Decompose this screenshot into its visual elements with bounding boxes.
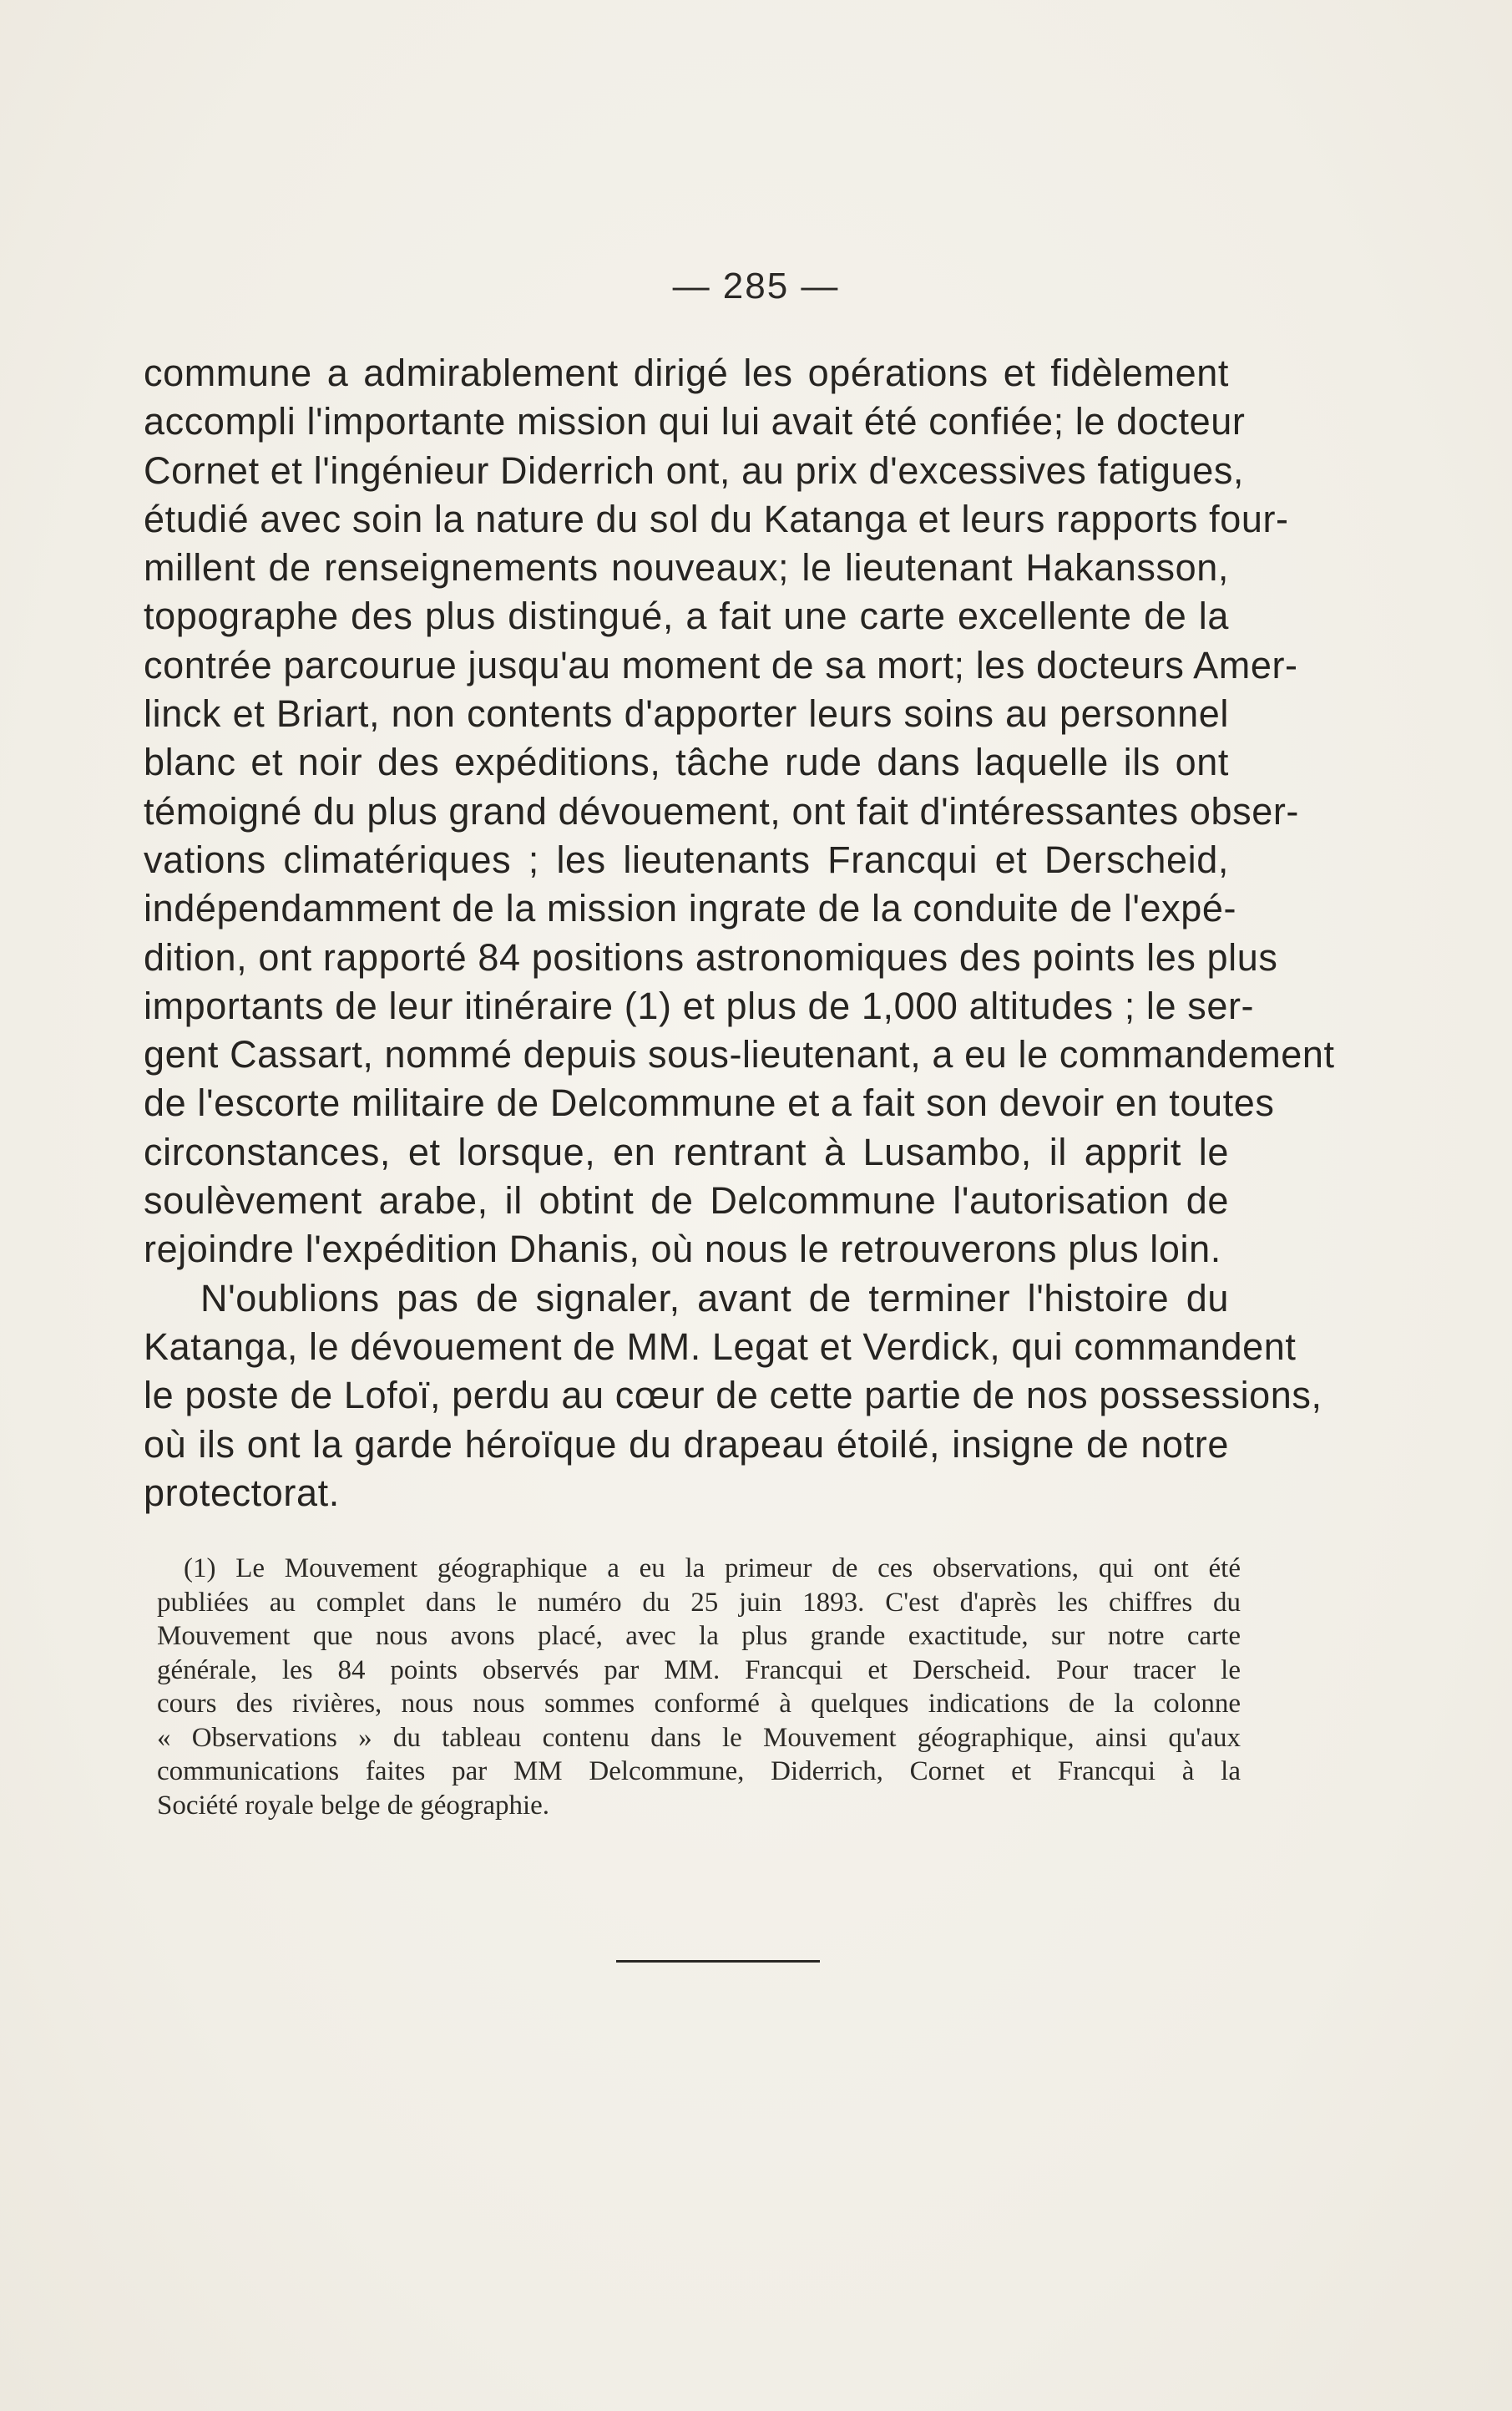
body-line: indépendamment de la mission ingrate de la conduite de l'expé- <box>144 887 1237 930</box>
body-line: Cornet et l'ingénieur Diderrich ont, au prix d'excessives fatigues, <box>144 448 1245 492</box>
footnote-line: communications faites par MM Delcommune, Diderrich, Cornet et Francqui à la <box>157 1756 1241 1786</box>
footnote-line: cours des rivières, nous nous sommes conformé à quelques indications de la colonne <box>157 1689 1241 1719</box>
body-line: millent de renseignements nouveaux; le lieutenant Hakansson, <box>144 546 1229 590</box>
footnote-line: Société royale belge de géographie. <box>157 1790 550 1821</box>
body-line: où ils ont la garde héroïque du drapeau étoilé, insigne de notre <box>144 1422 1229 1466</box>
body-line: gent Cassart, nommé depuis sous-lieutenant, a eu le commandement <box>144 1033 1335 1076</box>
body-line: étudié avec soin la nature du sol du Katanga et leurs rapports four- <box>144 497 1289 540</box>
footnote-line: Mouvement que nous avons placé, avec la plus grande exactitude, sur notre carte <box>157 1621 1241 1651</box>
body-line: blanc et noir des expéditions, tâche rude dans laquelle ils ont <box>144 741 1229 784</box>
body-line: vations climatériques ; les lieutenants Francqui et Derscheid, <box>144 838 1229 881</box>
footnote-line: générale, les 84 points observés par MM. Francqui et Derscheid. Pour tracer le <box>157 1654 1241 1685</box>
body-line: dition, ont rapporté 84 positions astronomiques des points les plus <box>144 935 1278 979</box>
body-text <box>144 349 1335 1517</box>
body-line: topographe des plus distingué, a fait une carte excellente de la <box>144 595 1229 638</box>
body-line: circonstances, et lorsque, en rentrant à Lusambo, il apprit le <box>144 1130 1229 1173</box>
footnote <box>157 1552 1241 1822</box>
end-rule <box>616 1960 820 1963</box>
body-line: N'oublions pas de signaler, avant de terminer l'histoire du <box>200 1276 1229 1319</box>
body-line: rejoindre l'expédition Dhanis, où nous le retrouverons plus loin. <box>144 1228 1221 1271</box>
body-line: contrée parcourue jusqu'au moment de sa mort; les docteurs Amer- <box>144 643 1298 686</box>
footnote-line: (1) Le Mouvement géographique a eu la primeur de ces observations, qui ont été <box>184 1553 1241 1583</box>
body-line: importants de leur itinéraire (1) et plus de 1,000 altitudes ; le ser- <box>144 984 1255 1027</box>
body-line: linck et Briart, non contents d'apporter leurs soins au personnel <box>144 692 1229 736</box>
page-number: — 285 — <box>672 266 840 306</box>
body-line: protectorat. <box>144 1471 340 1514</box>
body-line: accompli l'importante mission qui lui avait été confiée; le docteur <box>144 400 1246 443</box>
body-line: témoigné du plus grand dévouement, ont fait d'intéressantes obser- <box>144 789 1300 833</box>
footnote-line: publiées au complet dans le numéro du 25 juin 1893. C'est d'après les chiffres du <box>157 1587 1241 1618</box>
body-line: commune a admirablement dirigé les opérations et fidèlement <box>144 352 1229 394</box>
footnote-line: « Observations » du tableau contenu dans le Mouvement géographique, ainsi qu'aux <box>157 1722 1241 1753</box>
body-line: soulèvement arabe, il obtint de Delcommune l'autorisation de <box>144 1179 1229 1223</box>
body-line: de l'escorte militaire de Delcommune et a fait son devoir en toutes <box>144 1081 1275 1125</box>
body-line: le poste de Lofoï, perdu au cœur de cette partie de nos possessions, <box>144 1374 1322 1417</box>
body-line: Katanga, le dévouement de MM. Legat et Verdick, qui commandent <box>144 1325 1297 1368</box>
